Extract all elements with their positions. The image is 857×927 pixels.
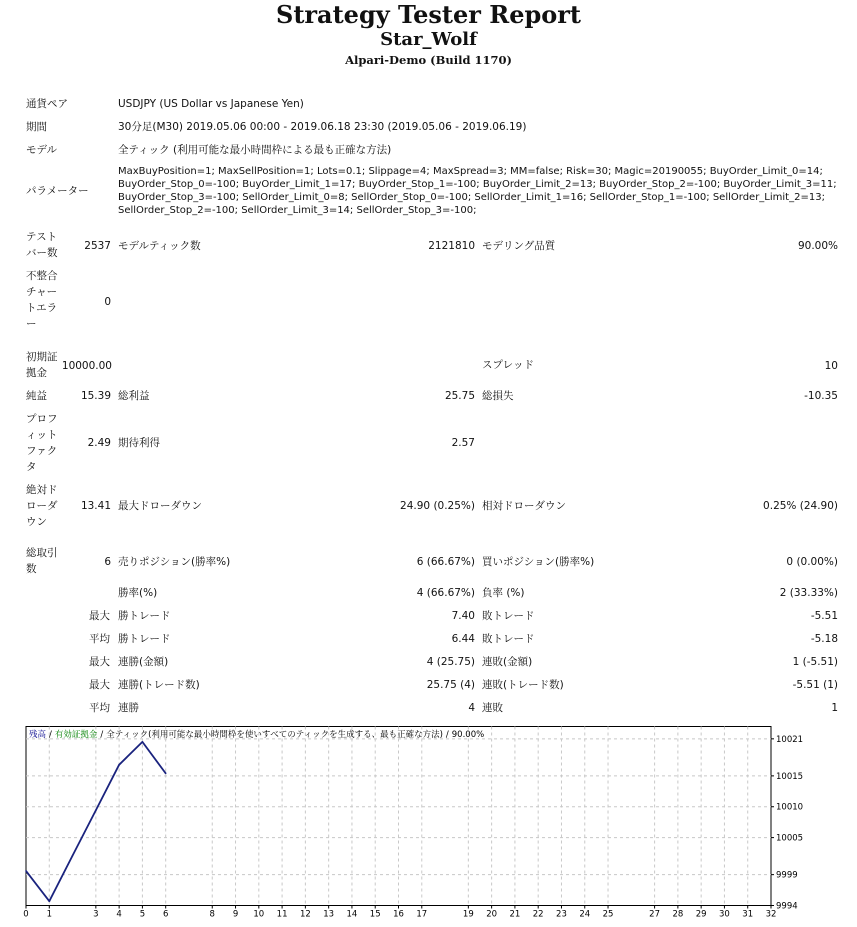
gross-profit-value: 25.75	[444, 390, 475, 402]
mismatch-label: 不整合	[26, 270, 58, 282]
x-tick-label: 31	[742, 909, 754, 920]
mismatch-label: チャー	[26, 286, 58, 298]
legend-quality: 90.00%	[451, 730, 485, 740]
deposit-value: 10000.00	[61, 360, 112, 372]
parameters-line: SellOrder_Stop_2=-100; SellOrder_Limit_3=14; SellOrder_Stop_3=-100;	[118, 205, 477, 216]
expected-payoff-label: 期待利得	[118, 437, 160, 449]
profit-factor-label: ファク	[26, 445, 58, 457]
average-loss-value: -5.18	[810, 633, 838, 645]
cons-wins-count-value: 25.75 (4)	[426, 679, 475, 691]
cons-wins-money-value: 4 (25.75)	[426, 656, 475, 668]
avg-cons-losses-label: 連敗	[482, 702, 503, 714]
average-win-label: 勝トレード	[118, 633, 171, 645]
avg-cons-losses-value: 1	[831, 702, 838, 714]
loss-rate-value: 2 (33.33%)	[779, 587, 838, 599]
x-tick-label: 6	[162, 909, 169, 920]
y-tick-label: 10021	[776, 734, 804, 745]
legend-model: 全ティック(利用可能な最小時間枠を使いすべてのティックを生成する、最も正確な方法)	[106, 730, 443, 740]
legend-sep: /	[445, 730, 449, 740]
y-tick-label: 10005	[776, 833, 804, 844]
abs-drawdown-label: ローダ	[26, 500, 58, 512]
x-tick-label: 8	[209, 909, 215, 920]
symbol-label: 通貨ペア	[26, 98, 68, 110]
balance-point	[25, 870, 27, 872]
x-tick-label: 19	[462, 909, 474, 920]
avg-cons-prefix: 平均	[89, 702, 110, 714]
max-drawdown-label: 最大ドローダウン	[118, 500, 202, 512]
x-tick-label: 16	[393, 909, 404, 920]
cons-wins-count-label: 連勝(トレード数)	[118, 679, 200, 691]
balance-chart	[23, 726, 804, 920]
max-drawdown-value: 24.90 (0.25%)	[400, 500, 475, 512]
gross-loss-value: -10.35	[804, 390, 838, 402]
average-loss-label: 敗トレード	[482, 633, 535, 645]
x-tick-label: 9	[232, 909, 239, 920]
model-value: 全ティック (利用可能な最小時間枠による最も正確な方法)	[118, 144, 392, 156]
x-tick-label: 5	[139, 909, 146, 920]
x-tick-label: 29	[695, 909, 707, 920]
largest-win-value: 7.40	[451, 610, 475, 622]
quality-value: 90.00%	[797, 240, 838, 252]
x-tick-label: 17	[416, 909, 428, 920]
parameters-line: BuyOrder_Stop_0=-100; BuyOrder_Limit_1=17; BuyOrder_Stop_1=-100; BuyOrder_Limit_2=13; BuyOrder_Stop_2=-100; BuyOrder_Limit_3=11;	[118, 179, 837, 190]
chart-legend	[29, 729, 484, 740]
x-tick-label: 32	[765, 909, 777, 920]
total-trades-label: 総取引	[26, 547, 58, 559]
cons-wins-money-label: 連勝(金額)	[118, 656, 169, 668]
net-profit-label: 純益	[26, 390, 47, 402]
loss-rate-label: 負率 (%)	[482, 587, 525, 599]
ticks-value: 2121810	[428, 240, 475, 252]
legend-sep: /	[100, 730, 104, 740]
cons-losses-money-value: 1 (-5.51)	[792, 656, 838, 668]
deposit-label: 拠金	[26, 367, 47, 379]
x-tick-label: 12	[299, 909, 311, 920]
x-tick-label: 23	[556, 909, 567, 920]
x-tick-label: 0	[23, 909, 29, 920]
x-tick-label: 11	[276, 909, 288, 920]
legend-sep: /	[49, 730, 52, 740]
profit-factor-label: タ	[26, 461, 37, 473]
expert-name: Star_Wolf	[380, 29, 477, 50]
mismatch-label: ー	[26, 318, 37, 330]
bars-label: テスト	[26, 231, 58, 243]
period-value: 30分足(M30) 2019.05.06 00:00 - 2019.06.18 23:30 (2019.05.06 - 2019.06.19)	[118, 121, 527, 133]
expected-payoff-value: 2.57	[451, 437, 475, 449]
x-tick-label: 4	[116, 909, 122, 920]
max-cons-prefix: 最大	[89, 656, 110, 668]
x-axis	[23, 906, 776, 920]
win-rate-value: 4 (66.67%)	[416, 587, 475, 599]
x-tick-label: 20	[486, 909, 498, 920]
y-tick-label: 9994	[776, 901, 798, 912]
win-rate-label: 勝率(%)	[118, 587, 158, 599]
bars-label: バー数	[26, 247, 58, 259]
balance-point	[118, 764, 120, 766]
y-tick-label: 10015	[776, 771, 804, 782]
x-tick-label: 10	[253, 909, 265, 920]
x-tick-label: 25	[602, 909, 614, 920]
x-tick-label: 28	[672, 909, 684, 920]
x-tick-label: 21	[509, 909, 521, 920]
deposit-label: 初期証	[26, 351, 58, 363]
rel-drawdown-value: 0.25% (24.90)	[763, 500, 838, 512]
rel-drawdown-label: 相対ドローダウン	[482, 500, 566, 512]
mismatch-value: 0	[104, 296, 111, 308]
quality-label: モデリング品質	[482, 240, 556, 252]
max-cons-count-prefix: 最大	[89, 679, 110, 691]
balance-point	[72, 855, 74, 857]
parameters-line: MaxBuyPosition=1; MaxSellPosition=1; Lots=0.1; Slippage=4; MaxSpread=3; MM=false; Risk=30; Magic=20190055; BuyOrder_Limit_0=14;	[118, 166, 823, 177]
largest-win-label: 勝トレード	[118, 610, 171, 622]
y-axis	[771, 735, 803, 912]
profit-factor-label: プロフ	[26, 413, 58, 425]
y-tick-label: 10010	[776, 802, 804, 813]
x-tick-label: 24	[579, 909, 591, 920]
profit-factor-value: 2.49	[87, 437, 111, 449]
y-tick-label: 9999	[776, 870, 798, 881]
largest-loss-value: -5.51	[810, 610, 838, 622]
avg-cons-wins-label: 連勝	[118, 702, 139, 714]
x-tick-label: 15	[369, 909, 381, 920]
net-profit-value: 15.39	[80, 390, 111, 402]
legend-balance: 残高	[29, 730, 47, 740]
abs-drawdown-label: 絶対ド	[26, 484, 58, 496]
cons-losses-money-label: 連敗(金額)	[482, 656, 533, 668]
total-trades-label: 数	[26, 563, 37, 575]
avg-cons-wins-value: 4	[468, 702, 475, 714]
mismatch-label: トエラ	[26, 302, 58, 314]
balance-point	[142, 741, 144, 743]
total-trades-value: 6	[104, 556, 111, 568]
legend-equity: 有効証拠金	[54, 730, 98, 740]
balance-chart-svg	[23, 726, 804, 920]
short-positions-label: 売りポジション(勝率%)	[118, 556, 231, 568]
long-positions-label: 買いポジション(勝率%)	[482, 556, 595, 568]
model-label: モデル	[26, 144, 57, 156]
largest-prefix: 最大	[89, 610, 110, 622]
spread-label: スプレッド	[482, 359, 534, 371]
x-tick-label: 30	[719, 909, 730, 920]
x-tick-label: 13	[323, 909, 335, 920]
balance-point	[165, 773, 167, 775]
symbol-value: USDJPY (US Dollar vs Japanese Yen)	[118, 98, 304, 110]
average-prefix: 平均	[89, 633, 110, 645]
spread-value: 10	[824, 360, 838, 372]
parameters-line: BuyOrder_Stop_3=-100; SellOrder_Limit_0=8; SellOrder_Stop_0=-100; SellOrder_Limit_1=16; SellOrder_Stop_1=-100; SellOrder_Limit_2=13;	[118, 192, 825, 203]
period-label: 期間	[26, 121, 47, 133]
server-build: Alpari-Demo (Build 1170)	[345, 53, 512, 67]
abs-drawdown-label: ウン	[26, 516, 47, 528]
long-positions-value: 0 (0.00%)	[786, 556, 838, 568]
ticks-label: モデルティック数	[118, 240, 201, 252]
short-positions-value: 6 (66.67%)	[416, 556, 475, 568]
report-title: Strategy Tester Report	[275, 0, 582, 29]
largest-loss-label: 敗トレード	[482, 610, 535, 622]
bars-value: 2537	[84, 240, 111, 252]
x-tick-label: 1	[46, 909, 52, 920]
cons-losses-count-label: 連敗(トレード数)	[482, 679, 564, 691]
gross-profit-label: 総利益	[118, 390, 150, 402]
balance-point	[95, 810, 97, 812]
x-tick-label: 22	[532, 909, 544, 920]
x-tick-label: 3	[93, 909, 99, 920]
profit-factor-label: ィット	[26, 429, 58, 441]
gross-loss-label: 総損失	[482, 390, 514, 402]
average-win-value: 6.44	[451, 633, 475, 645]
balance-point	[48, 900, 50, 902]
x-tick-label: 27	[649, 909, 661, 920]
x-tick-label: 14	[346, 909, 358, 920]
abs-drawdown-value: 13.41	[80, 500, 111, 512]
cons-losses-count-value: -5.51 (1)	[792, 679, 838, 691]
parameters-label: パラメーター	[26, 185, 89, 197]
